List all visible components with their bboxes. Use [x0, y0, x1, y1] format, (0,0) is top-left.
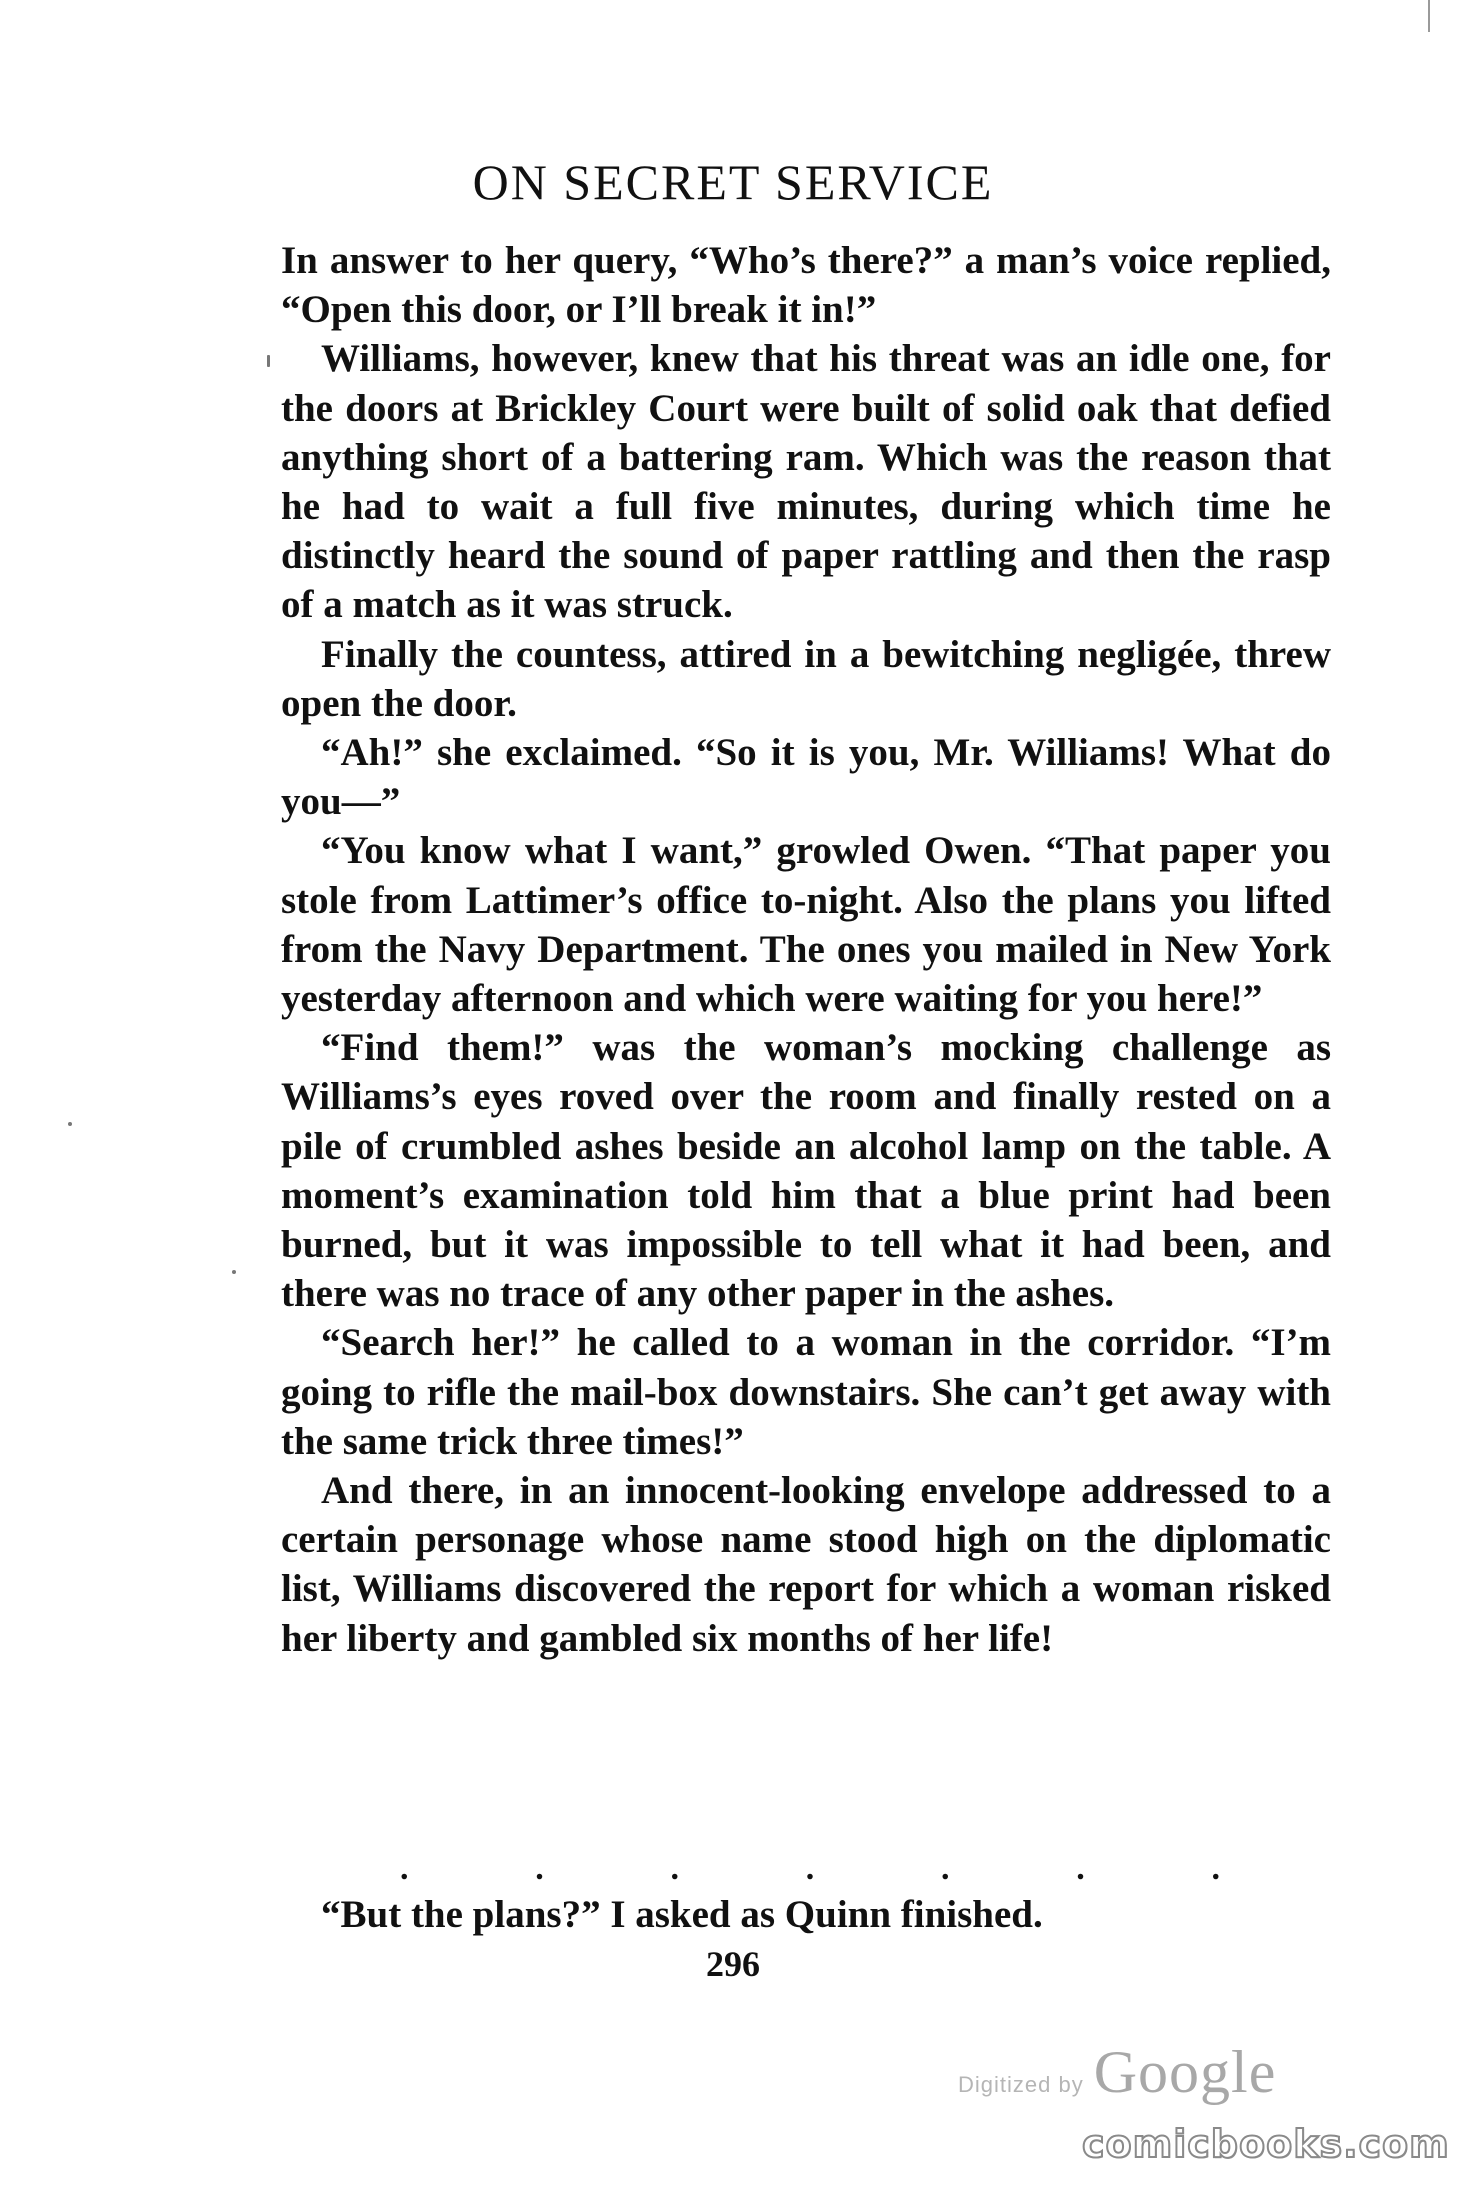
page-number: 296	[706, 1944, 760, 1984]
margin-rule	[1428, 0, 1430, 32]
scan-speck	[267, 355, 270, 367]
paragraph: “Ah!” she exclaimed. “So it is you, Mr. Williams! What do you—”	[281, 731, 1331, 824]
paragraph: “You know what I want,” growled Owen. “That paper you stole from Lattimer’s office to-night. Also the plans you lifted from the Navy Department. The ones you mailed in New York yesterday afternoon and which were waiting for you here!”	[281, 829, 1331, 1021]
section-break-dot: .	[941, 1850, 950, 1887]
paragraph: Finally the countess, attired in a bewitching negligée, threw open the door.	[281, 632, 1331, 725]
digitized-prefix: Digitized by	[958, 2072, 1084, 2097]
google-logo: Google	[1093, 2039, 1277, 2105]
scan-speck	[68, 1122, 72, 1126]
running-head: ON SECRET SERVICE	[472, 154, 994, 210]
section-break-dot: .	[670, 1850, 679, 1887]
section-break-dot: .	[1211, 1850, 1220, 1887]
closing-line: “But the plans?” I asked as Quinn finished.	[321, 1893, 1043, 1936]
section-break	[400, 1850, 1220, 1888]
section-break-dot: .	[1076, 1850, 1085, 1887]
section-break-dot: .	[535, 1850, 544, 1887]
paragraph: Williams, however, knew that his threat was an idle one, for the doors at Brickley Court were built of solid oak that defied anything short of a battering ram. Which was the reason that he had to wait a full five minutes, during which time he distinctly heard the sound of paper rattling and then the rasp of a match as it was struck.	[281, 337, 1331, 627]
section-break-dot: .	[400, 1850, 409, 1887]
digitized-by-stamp	[958, 2038, 1276, 2107]
paragraph: In answer to her query, “Who’s there?” a man’s voice replied, “Open this door, or I’ll break it in!”	[281, 239, 1331, 332]
site-watermark: comicbooks.com	[1082, 2122, 1450, 2166]
paragraph: “Search her!” he called to a woman in the corridor. “I’m going to rifle the mail-box downstairs. She can’t get away with the same trick three times!”	[281, 1321, 1331, 1463]
section-break-dot: .	[805, 1850, 815, 1887]
scan-speck	[232, 1270, 236, 1274]
paragraph: “Find them!” was the woman’s mocking challenge as Williams’s eyes roved over the room and finally rested on a pile of crumbled ashes beside an alcohol lamp on the table. A moment’s examination told him that a blue print had been burned, but it was impossible to tell what it had been, and there was no trace of any other paper in the ashes.	[281, 1026, 1331, 1316]
paragraph: And there, in an innocent-looking envelope addressed to a certain personage whose name stood high on the diplomatic list, Williams discovered the report for which a woman risked her liberty and gambled six months of her life!	[281, 1469, 1331, 1660]
body-text	[281, 236, 1331, 1663]
